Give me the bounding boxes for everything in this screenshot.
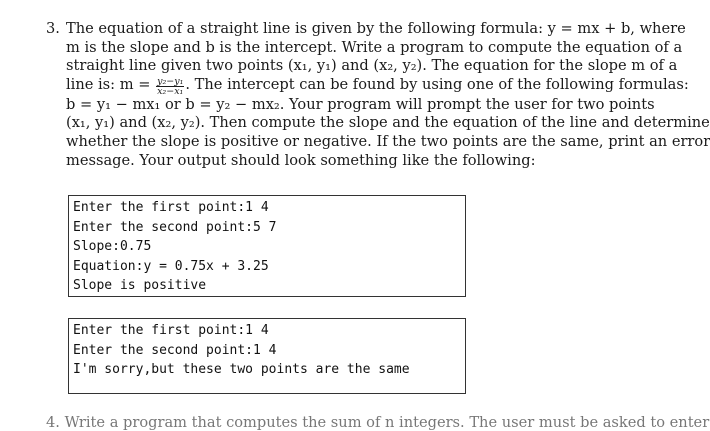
code-line: Enter the second point:5 7 [73,219,277,235]
problem-number: 3. [46,20,60,37]
slope-fraction [156,77,184,96]
problem-3 [46,20,710,170]
problem-line-4 [66,75,689,97]
slope-formula-tail: . The intercept can be found by using one of the following formulas: [185,75,689,93]
slope-numerator: y₂−y₁ [157,75,184,87]
problem-line-1: The equation of a straight line is given by the following formula: y = mx + b, where [66,20,686,37]
next-problem-cutoff [46,412,710,431]
code-line: Enter the first point:1 4 [73,323,269,338]
cutoff-text: 4. Write a program that computes the sum of n integers. The user must be asked to enter [46,414,710,431]
code-line: Equation:y = 0.75x + 3.25 [73,258,269,274]
problem-line-8: message. Your output should look something like the following: [66,151,536,169]
code-line: I'm sorry,but these two points are the same [73,362,410,378]
problem-line-6: (x₁, y₁) and (x₂, y₂). Then compute the slope and the equation of the line and determine [66,114,710,132]
slope-denominator: x₂−x₁ [157,85,184,97]
problem-line-5: b = y₁ − mx₁ or b = y₂ − mx₂. Your program will prompt the user for two points [66,95,655,113]
problem-text [66,20,710,170]
example-output-1 [68,195,466,297]
problem-line-7: whether the slope is positive or negative. If the two points are the same, print an error [66,132,710,150]
slope-formula-lead: line is: m = [66,75,156,93]
code-line: Enter the second point:1 4 [73,342,277,358]
example-output-2 [68,318,466,394]
code-line: Slope:0.75 [73,239,152,255]
problem-line-3: straight line given two points (x₁, y₁) and (x₂, y₂). The equation for the slope m of a [66,57,678,75]
problem-line-2: m is the slope and b is the intercept. Write a program to compute the equation of a [66,38,683,56]
code-line: Enter the first point:1 4 [73,200,269,215]
code-line: Slope is positive [73,278,207,294]
